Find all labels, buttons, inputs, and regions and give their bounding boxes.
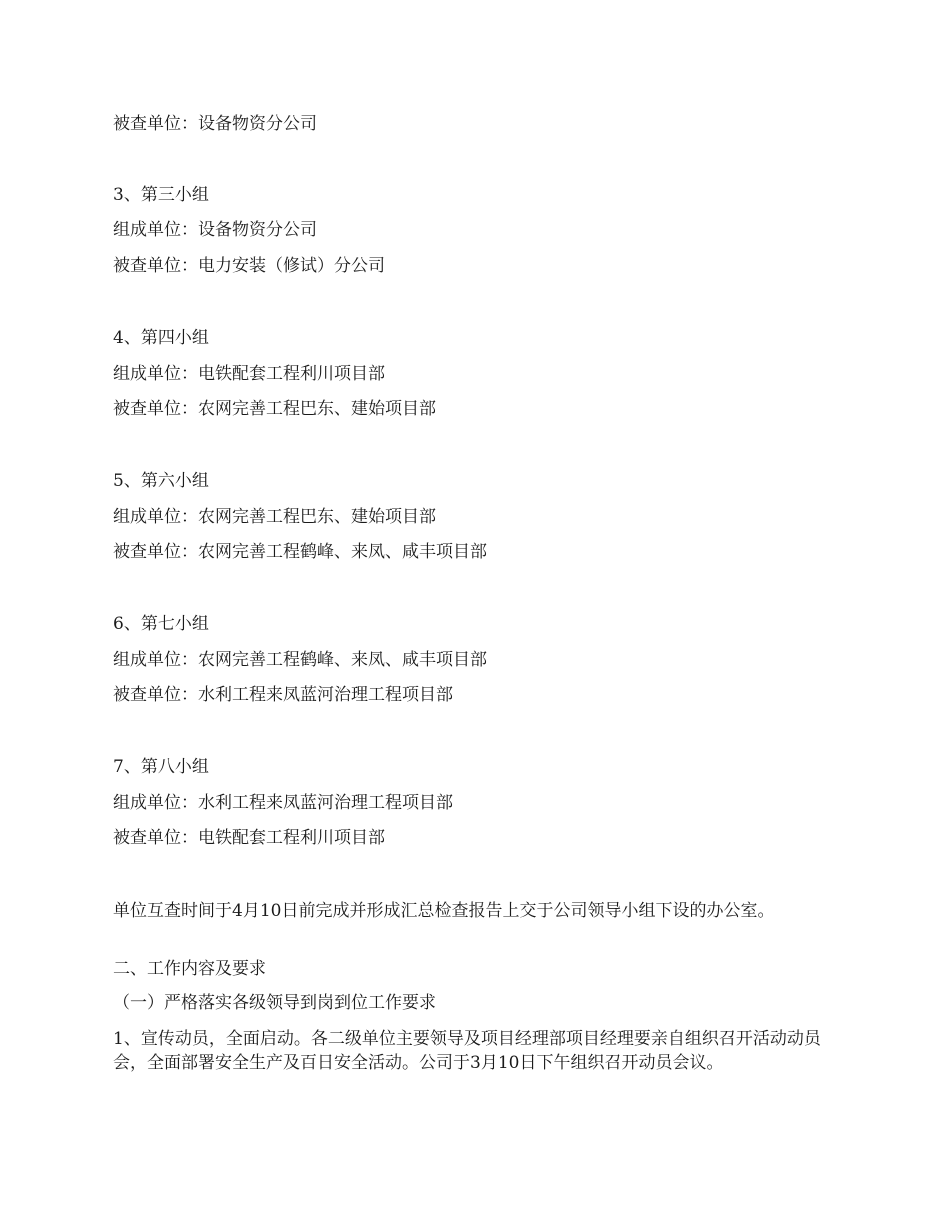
group-member-unit: 组成单位：设备物资分公司 <box>113 220 317 240</box>
section-heading: 二、工作内容及要求 <box>113 959 266 979</box>
group-member-unit: 组成单位：电铁配套工程利川项目部 <box>113 364 385 384</box>
top-inspected-unit: 被查单位：设备物资分公司 <box>113 114 317 134</box>
group-inspected-unit: 被查单位：电力安装（修试）分公司 <box>113 256 385 276</box>
group-title: 7、第八小组 <box>113 757 209 777</box>
group-title: 3、第三小组 <box>113 185 209 205</box>
group-inspected-unit: 被查单位：电铁配套工程利川项目部 <box>113 828 385 848</box>
group-member-unit: 组成单位：农网完善工程鹤峰、来凤、咸丰项目部 <box>113 650 487 670</box>
group-title: 5、第六小组 <box>113 471 209 491</box>
group-member-unit: 组成单位：水利工程来凤蓝河治理工程项目部 <box>113 793 453 813</box>
deadline-paragraph: 单位互查时间于4月10日前完成并形成汇总检查报告上交于公司领导小组下设的办公室。 <box>113 901 775 921</box>
group-title: 4、第四小组 <box>113 328 209 348</box>
group-inspected-unit: 被查单位：水利工程来凤蓝河治理工程项目部 <box>113 685 453 705</box>
item-paragraph: 1、宣传动员，全面启动。各二级单位主要领导及项目经理部项目经理要亲自组织召开活动动员会，全面部署安全生产及百日安全活动。公司于3月10日下午组织召开动员会议。 <box>113 1029 821 1073</box>
group-member-unit: 组成单位：农网完善工程巴东、建始项目部 <box>113 507 436 527</box>
subsection-heading: （一）严格落实各级领导到岗到位工作要求 <box>113 993 436 1013</box>
group-inspected-unit: 被查单位：农网完善工程巴东、建始项目部 <box>113 399 436 419</box>
group-title: 6、第七小组 <box>113 614 209 634</box>
group-inspected-unit: 被查单位：农网完善工程鹤峰、来凤、咸丰项目部 <box>113 542 487 562</box>
